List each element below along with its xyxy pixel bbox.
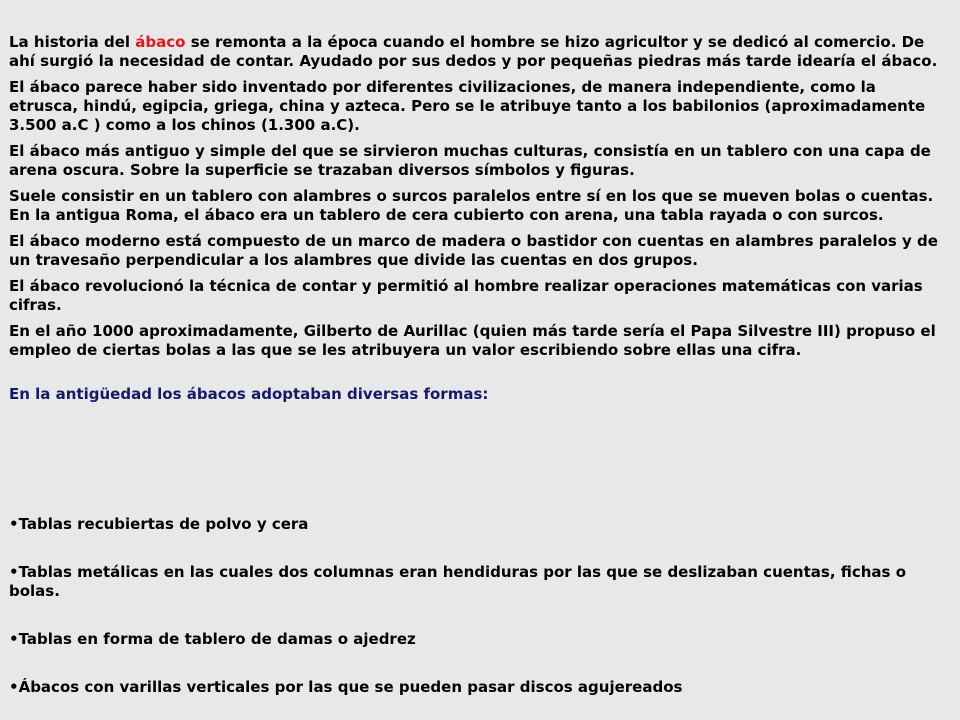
paragraph-gilberto: En el año 1000 aproximadamente, Gilberto de Aurillac (quien más tarde sería el Papa Silvestre III) propuso el empleo de ciertas bolas a las que se les atribuyera un valor escribiendo sobre ellas una cifra. [9,322,936,359]
paragraph-history [9,33,946,71]
forms-heading: En la antigüedad los ábacos adoptaban diversas formas: [9,385,489,403]
bullet-item-vertical-rods: •Ábacos con varillas verticales por las que se pueden pasar discos agujereados [9,678,683,696]
paragraph-history-before: La historia del [9,33,136,51]
bullet-item-dust-wax: •Tablas recubiertas de polvo y cera [9,515,309,533]
paragraph-civilizations: El ábaco parece haber sido inventado por diferentes civilizaciones, de manera independiente, como la etrusca, hindú, egipcia, griega, china y azteca. Pero se le atribuye tanto a los babilonios (aproximadamente 3.500 a.C ) como a los chinos (1.300 a.C). [9,78,926,134]
bullet-item-metal-tables: •Tablas metálicas en las cuales dos columnas eran hendiduras por las que se deslizaban cuentas, fichas o bolas. [9,563,907,600]
paragraph-history-after: se remonta a la época cuando el hombre se hizo agricultor y se dedicó al comercio. De ahí surgió la necesidad de contar. Ayudado por sus dedos y por pequeñas piedras más tarde idearía el ábaco. [9,33,938,70]
paragraph-revolution: El ábaco revolucionó la técnica de contar y permitió al hombre realizar operaciones matemáticas con varias cifras. [9,277,923,314]
paragraph-oldest-abacus: El ábaco más antiguo y simple del que se sirvieron muchas culturas, consistía en un tablero con una capa de arena oscura. Sobre la superficie se trazaban diversos símbolos y figuras. [9,142,931,179]
highlighted-word-abaco: ábaco [135,33,186,51]
paragraph-board-description: Suele consistir en un tablero con alambres o surcos paralelos entre sí en los que se mueven bolas o cuentas. En la antigua Roma, el ábaco era un tablero de cera cubierto con arena, una tabla rayada o con surcos. [9,187,934,224]
bullet-item-checkerboard: •Tablas en forma de tablero de damas o ajedrez [9,630,416,648]
paragraph-modern-abacus: El ábaco moderno está compuesto de un marco de madera o bastidor con cuentas en alambres paralelos y de un travesaño perpendicular a los alambres que divide las cuentas en dos grupos. [9,232,938,269]
